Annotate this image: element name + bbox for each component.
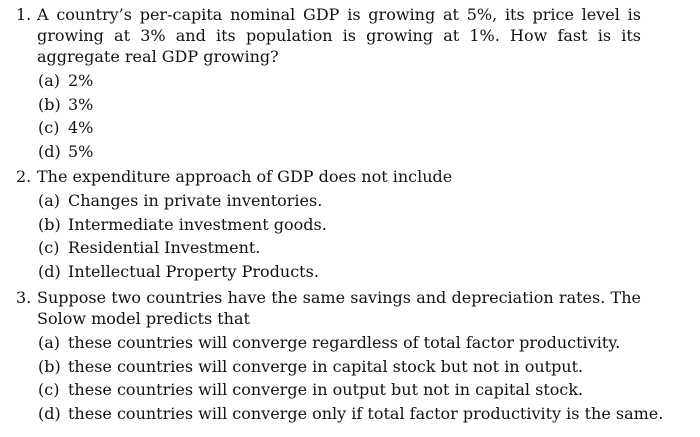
answer-option-b	[38, 355, 700, 379]
option-text: these countries will converge regardless of total factor productivity.	[68, 333, 621, 352]
answer-options	[38, 189, 700, 283]
answer-option-a	[38, 69, 700, 93]
option-label: (d)	[38, 403, 61, 423]
option-label: (b)	[38, 214, 61, 234]
option-text: 3%	[68, 94, 94, 114]
answer-option-d	[38, 402, 700, 426]
answer-options	[38, 331, 700, 425]
answer-option-a	[38, 331, 700, 355]
question-text: Suppose two countries have the same savings and depreciation rates. The Solow model predicts that	[37, 288, 641, 328]
answer-option-c	[38, 236, 700, 260]
option-label: (b)	[38, 356, 61, 376]
option-label: (a)	[38, 191, 61, 210]
option-label: (a)	[38, 333, 61, 352]
answer-option-a	[38, 189, 700, 213]
question-number: 3.	[16, 288, 32, 307]
answer-option-b	[38, 93, 700, 117]
option-label: (a)	[38, 71, 61, 90]
option-label: (c)	[38, 238, 60, 257]
option-text: Intellectual Property Products.	[68, 261, 319, 281]
option-label: (c)	[38, 118, 60, 137]
option-text: 4%	[68, 118, 94, 137]
answer-options	[38, 69, 700, 163]
option-text: these countries will converge in output but not in capital stock.	[68, 380, 584, 399]
option-text: Residential Investment.	[68, 238, 261, 257]
option-label: (c)	[38, 380, 60, 399]
question-2	[0, 166, 700, 283]
answer-option-c	[38, 378, 700, 402]
question-number: 2.	[16, 167, 32, 186]
question-1	[0, 4, 700, 163]
option-text: these countries will converge only if total factor productivity is the same.	[68, 403, 664, 423]
option-text: 5%	[68, 141, 94, 161]
option-label: (b)	[38, 94, 61, 114]
answer-option-d	[38, 260, 700, 284]
answer-option-b	[38, 213, 700, 237]
option-text: 2%	[68, 71, 94, 90]
question-text: A country’s per-capita nominal GDP is growing at 5%, its price level is growing at 3% and its population is growing at 1%. How fast is its aggregate real GDP growing?	[37, 5, 641, 66]
option-label: (d)	[38, 141, 61, 161]
question-text: The expenditure approach of GDP does not include	[37, 167, 453, 186]
question-3	[0, 287, 700, 425]
answer-option-d	[38, 140, 700, 164]
answer-option-c	[38, 116, 700, 140]
option-label: (d)	[38, 261, 61, 281]
option-text: Intermediate investment goods.	[68, 214, 327, 234]
option-text: Changes in private inventories.	[68, 191, 323, 210]
question-number: 1.	[16, 5, 32, 24]
option-text: these countries will converge in capital stock but not in output.	[68, 356, 584, 376]
